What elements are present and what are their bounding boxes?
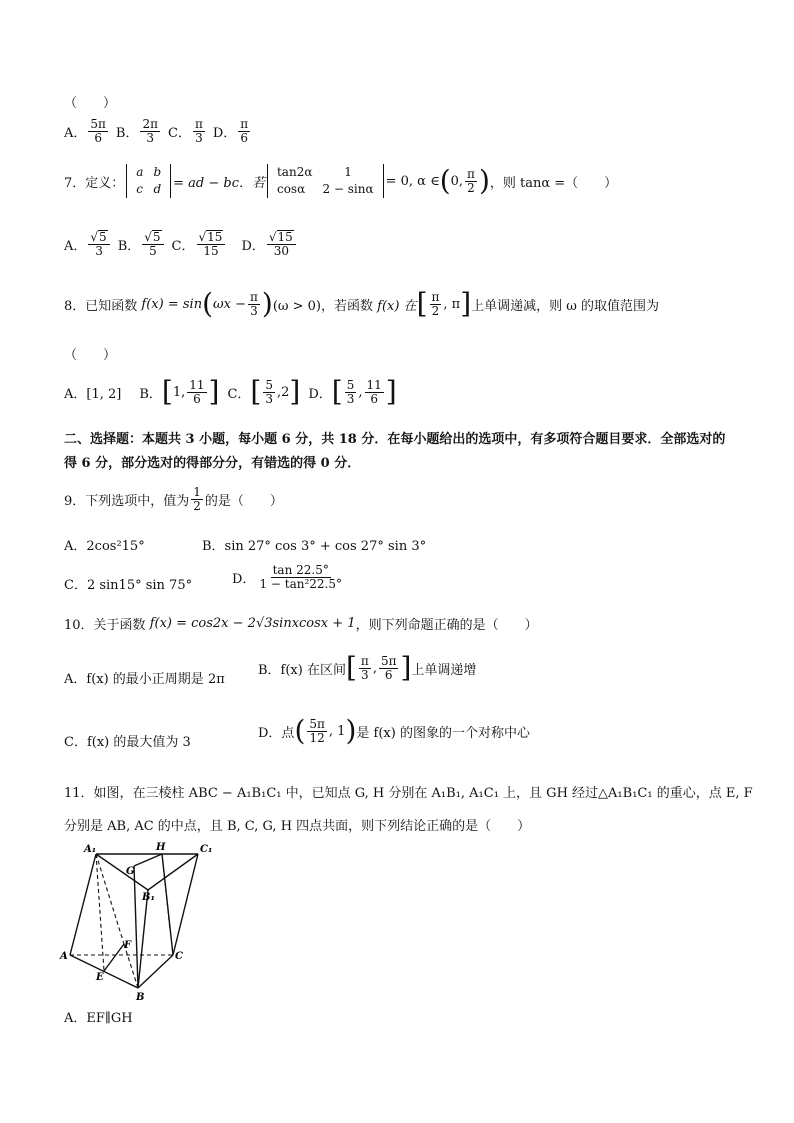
q8-inner: ωx − (213, 296, 246, 312)
q7-suffix: ，则 tanα =（ ） (489, 175, 618, 191)
q8-answer-paren: （ ） (64, 348, 117, 363)
q8-prefix: 8．已知函数 (64, 298, 138, 314)
edge-b-g (134, 866, 138, 988)
q10-option-b: B．f(x) 在区间 [ $\frac{\pi}{3}$ , $\frac{5\pi}{6}$ ] 上单调递增 (258, 651, 477, 684)
q6-option-d-label: D． (212, 126, 237, 141)
q8-function-2: f(x) 在 (377, 298, 417, 314)
q9-option-a: A．2cos²15° (64, 539, 145, 554)
q9-frac: $\frac{1}{2}$ (193, 485, 201, 513)
q8-inner-frac: $\frac{\pi}{3}$ (249, 289, 258, 318)
edge-b1-b (138, 890, 148, 988)
q8-option-a: A．[1, 2] (64, 386, 122, 402)
q6-option-c-value: $\frac{\pi}{3}$ (194, 117, 203, 145)
q10-option-b-frac1: $\frac{\pi}{3}$ (360, 653, 369, 682)
q9-prefix: 9．下列选项中，值为 (64, 494, 190, 509)
label-a: A (60, 951, 68, 962)
q6-option-b-value: $\frac{2\pi}{3}$ (142, 117, 159, 145)
label-b1: B₁ (142, 892, 155, 903)
q11-stem-line1: 11．如图，在三棱柱 ABC − A₁B₁C₁ 中，已知点 G, H 分别在 A₁B₁, A₁C₁ 上，且 GH 经过△A₁B₁C₁ 的重心，点 E, F (64, 786, 753, 801)
q10-suffix: ，则下列命题正确的是（ ） (355, 618, 538, 633)
q10-option-d-right: , 1 (328, 723, 346, 739)
edge-e-f (104, 944, 124, 971)
label-g: G (126, 866, 135, 877)
q6-option-c-label: C． (168, 126, 191, 141)
q7-stem: 7．定义： a b c d = ad − bc．若 tan2α 1 cosα 2 − sinα = 0, α ∈ ( 0, $\frac{\pi}{2}$ ) ，则 tanα =（ ） (64, 164, 618, 197)
q9-option-d-label: D． (232, 572, 256, 587)
label-c1: C₁ (200, 844, 213, 855)
q8-option-d-frac2: $\frac{11}{6}$ (366, 377, 382, 406)
edge-a1-b1 (96, 854, 148, 890)
q7-given-rhs: = 0, α ∈ (385, 173, 440, 189)
q8-option-c-label: C． (227, 386, 251, 402)
q8-option-d-label: D． (308, 386, 332, 402)
edge-b-c (138, 955, 173, 988)
q10-prefix: 10．关于函数 (64, 618, 146, 633)
q10-option-b-frac2: $\frac{5\pi}{6}$ (380, 653, 397, 682)
q7-definition-rhs: = ad − bc．若 (173, 175, 265, 191)
edge-a1-a (70, 854, 96, 955)
q11-option-a: A．EF∥GH (64, 1011, 133, 1026)
q8-options: A．[1, 2] B． [ 1, $\frac{11}{6}$ ] C． [ $\frac{5}{3}$ ,2 ] D． [ $\frac{5}{3}$ , $\frac{11}{6}$ ] (64, 375, 397, 408)
label-e: E (96, 972, 104, 983)
label-c: C (175, 951, 183, 962)
q10-option-d: D．点 ( $\frac{5\pi}{12}$ , 1 ) 是 f(x) 的图象的一个对称中心 (258, 714, 530, 747)
q7-determinant-given: tan2α 1 cosα 2 − sinα (267, 164, 384, 198)
q6-option-a-value: $\frac{5\pi}{6}$ (90, 117, 106, 145)
q10-option-c: C．f(x) 的最大值为 3 (64, 735, 191, 750)
label-a1: A₁ (84, 844, 97, 855)
q6-options (64, 118, 258, 145)
q10-option-b-prefix: B．f(x) 在区间 (258, 662, 346, 678)
edge-a-b (70, 955, 138, 988)
q7-option-c-value: $\frac{√15}{15}$ (197, 230, 226, 258)
q8-suffix: 上单调递减，则 ω 的取值范围为 (471, 298, 660, 314)
q8-interval-right: , π (443, 296, 461, 312)
q6-option-d-value: $\frac{\pi}{6}$ (240, 117, 249, 145)
q7-option-d-value: $\frac{√15}{30}$ (267, 230, 296, 258)
q8-function: f(x) = sin (141, 296, 203, 312)
q10-function: f(x) = cos2x − 2√3sinxcosx + 1 (149, 616, 356, 631)
q7-prefix: 7．定义： (64, 175, 125, 191)
q6-option-a-label: A． (64, 126, 87, 141)
edge-a1-e-hidden (96, 854, 104, 971)
q10-option-a: A．f(x) 的最小正周期是 2π (64, 672, 225, 687)
q7-option-a-value: $\frac{√5}{3}$ (88, 230, 109, 258)
q8-option-d-frac1: $\frac{5}{3}$ (346, 377, 355, 406)
q8-condition: (ω > 0)，若函数 (272, 298, 373, 314)
q8-option-b-label: B． (139, 386, 162, 402)
edge-g-h (134, 854, 162, 866)
q10-stem (64, 614, 538, 633)
label-b: B (136, 992, 145, 1003)
q8-option-c-right: ,2 (277, 384, 290, 400)
edge-a1-f-hidden (96, 854, 124, 944)
q7-interval-right: $\frac{\pi}{2}$ (467, 166, 475, 195)
q9-option-b: B．sin 27° cos 3° + cos 27° sin 3° (202, 539, 427, 554)
q11-stem-line2: 分别是 AB, AC 的中点，且 B, C, G, H 四点共面，则下列结论正确的是（ ） (64, 819, 531, 834)
triangular-prism-figure (58, 840, 228, 1005)
label-h: H (156, 842, 166, 853)
q7-interval-left: 0, (450, 173, 464, 189)
q7-option-b-label: B． (117, 238, 141, 254)
q8-option-b-left: 1, (172, 384, 186, 400)
q10-option-d-frac: $\frac{5\pi}{12}$ (309, 716, 325, 745)
q8-interval-left: $\frac{\pi}{2}$ (431, 289, 440, 318)
q10-option-d-suffix: 是 f(x) 的图象的一个对称中心 (356, 725, 530, 741)
q9-option-d (232, 564, 346, 591)
q9-suffix: 的是（ ） (204, 494, 283, 509)
q7-option-a-label: A． (64, 238, 87, 254)
q7-option-d-label: D． (241, 238, 265, 254)
q10-option-b-suffix: 上单调递增 (411, 662, 477, 678)
q7-option-c-label: C． (171, 238, 195, 254)
q9-option-d-frac: $\frac{\tan 22.5^\circ}{\text{1 − tan²22.5°}}$ (259, 563, 342, 591)
q8-stem: 8．已知函数 f(x) = sin ( ωx − $\frac{\pi}{3}$ ) (ω > 0)，若函数 f(x) 在 [ $\frac{\pi}{2}$ , π ] 上单调递减，则 ω 的取值范围为 (64, 287, 660, 320)
section-2-instructions: 二、选择题：本题共 3 小题，每小题 6 分，共 18 分．在每小题给出的选项中，有多项符合题目要求．全部选对的得 6 分，部分选对的得部分分，有错选的得 0 分． (64, 432, 726, 471)
q7-determinant-definition: a b c d (126, 164, 171, 198)
q6-answer-paren: （ ） (64, 96, 117, 111)
q10-option-d-prefix: D．点 (258, 725, 295, 741)
q6-option-b-label: B． (115, 126, 139, 141)
label-f: F (124, 940, 132, 951)
q9-option-c: C．2 sin15° sin 75° (64, 578, 193, 593)
q8-option-c-frac: $\frac{5}{3}$ (265, 377, 273, 406)
q8-option-b-frac: $\frac{11}{6}$ (189, 377, 205, 406)
q9-stem (64, 486, 283, 513)
q7-option-b-value: $\frac{√5}{5}$ (142, 230, 163, 258)
q7-options (64, 230, 304, 258)
